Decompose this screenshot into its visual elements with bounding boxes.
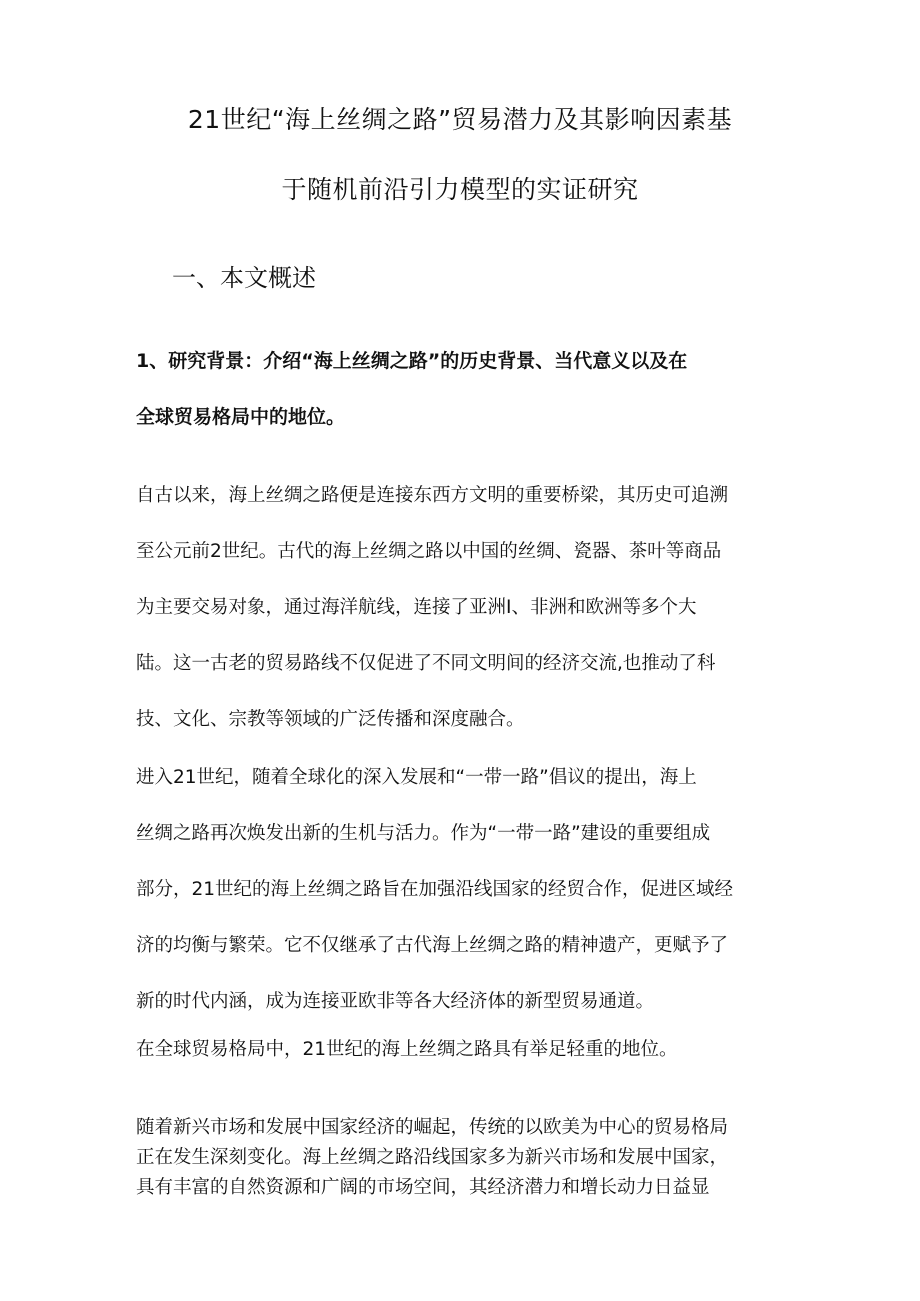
paragraph-line: 为主要交易对象，通过海洋航线，连接了亚洲I、非洲和欧洲等多个大 xyxy=(136,597,697,618)
paragraph-line: 济的均衡与繁荣。它不仅继承了古代海上丝绸之路的精神遗产，更赋予了 xyxy=(136,935,729,956)
paragraph-line: 陆。这一古老的贸易路线不仅促进了不同文明间的经济交流,也推动了科 xyxy=(136,653,716,674)
paragraph-line: 至公元前2世纪。古代的海上丝绸之路以中国的丝绸、瓷器、茶叶等商品 xyxy=(136,541,722,562)
section-heading: 一、本文概述 xyxy=(172,264,316,292)
paragraph xyxy=(136,468,796,748)
paragraph-line: 随着新兴市场和发展中国家经济的崛起，传统的以欧美为中心的贸易格局 xyxy=(136,1117,729,1138)
document-title-line-1: 21世纪“海上丝绸之路”贸易潜力及其影响因素基 xyxy=(187,105,733,134)
subsection-heading-line: 1、研究背景：介绍“海上丝绸之路”的历史背景、当代意义以及在 xyxy=(136,350,688,372)
paragraph-line: 技、文化、宗教等领域的广泛传播和深度融合。 xyxy=(136,709,525,730)
paragraph-line: 正在发生深刻变化。海上丝绸之路沿线国家多为新兴市场和发展中国家， xyxy=(136,1147,729,1168)
paragraph-line: 在全球贸易格局中，21世纪的海上丝绸之路具有举足轻重的地位。 xyxy=(136,1039,678,1060)
paragraph-line: 进入21世纪，随着全球化的深入发展和“一带一路”倡议的提出，海上 xyxy=(136,767,697,788)
subsection-heading-line: 全球贸易格局中的地位。 xyxy=(136,406,346,428)
paragraph xyxy=(136,750,796,1030)
paragraph-line: 自古以来，海上丝绸之路便是连接东西方文明的重要桥梁，其历史可追溯 xyxy=(136,485,729,506)
paragraph-line: 部分，21世纪的海上丝绸之路旨在加强沿线国家的经贸合作，促进区域经 xyxy=(136,879,734,900)
paragraph-line: 具有丰富的自然资源和广阔的市场空间，其经济潜力和增长动力日益显 xyxy=(136,1177,710,1198)
paragraph-line: 新的时代内涵，成为连接亚欧非等各大经济体的新型贸易通道。 xyxy=(136,991,655,1012)
document-title-line-2: 于随机前沿引力模型的实证研究 xyxy=(281,175,639,204)
paragraph xyxy=(136,1022,796,1078)
subsection-heading xyxy=(136,333,796,445)
paragraph-line: 丝绸之路再次焕发出新的生机与活力。作为“一带一路”建设的重要组成 xyxy=(136,823,711,844)
paragraph xyxy=(136,1113,796,1203)
